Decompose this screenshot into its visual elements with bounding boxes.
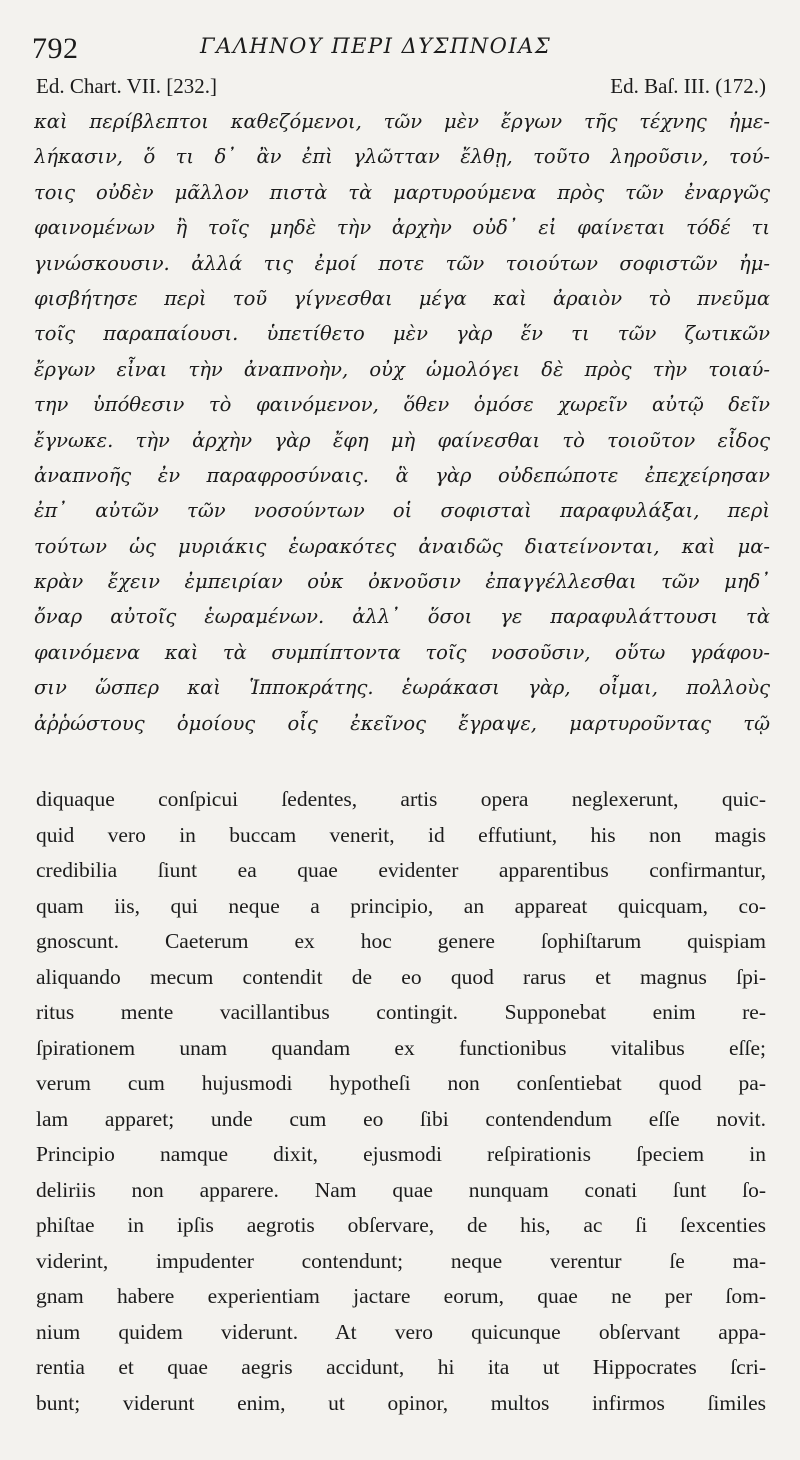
latin-text-line: deliriis non apparere. Nam quae nunquam conati ſunt ſo- — [36, 1177, 766, 1202]
latin-text-line: credibilia ſiunt ea quae evidenter apparentibus confirmantur, — [36, 858, 766, 882]
page-header — [30, 28, 770, 68]
latin-text-line: diquaque conſpicui ſedentes, artis opera neglexerunt, quic- — [36, 787, 766, 811]
latin-text-line: quid vero in buccam venerit, id effutiunt, his non magis — [36, 822, 766, 847]
latin-text-line: nium quidem viderunt. At vero quicunque obſervant appa- — [36, 1319, 766, 1344]
latin-text-line: rentia et quae aegris accidunt, hi ita ut Hippocrates ſcri- — [36, 1355, 766, 1379]
latin-text-line: Principio namque dixit, ejusmodi reſpirationis ſpeciem in — [36, 1142, 766, 1166]
greek-text-line: φισβήτησε περὶ τοῦ γίγνεσθαι μέγα καὶ ἀραιὸν τὸ πνεῦμα — [34, 286, 770, 310]
greek-text-line: ἐπ᾽ αὐτῶν τῶν νοσούντων οἱ σοφισταὶ παραφυλάξαι, περὶ — [34, 499, 770, 523]
greek-text-line: φαινομένων ἢ τοῖς μηδὲ τὴν ἀρχὴν οὐδ᾽ εἰ φαίνεται τόδέ τι — [34, 216, 770, 240]
page-number: 792 — [32, 32, 79, 65]
latin-text-line: phiſtae in ipſis aegrotis obſervare, de his, ac ſi ſexcenties — [36, 1213, 766, 1237]
greek-text-line: ὄναρ αὐτοῖς ἑωραμένων. ἀλλ᾽ ὅσοι γε παραφυλάττουσι τὰ — [34, 605, 770, 629]
edition-references — [36, 74, 766, 106]
greek-text-line: την ὑπόθεσιν τὸ φαινόμενον, ὅθεν ὁμόσε χωρεῖν αὐτῷ δεῖν — [34, 393, 770, 417]
greek-text-block — [34, 104, 770, 741]
greek-text-line: φαινόμενα καὶ τὰ συμπίπτοντα τοῖς νοσοῦσιν, οὕτω γράφου- — [34, 640, 770, 664]
latin-text-line: ſpirationem unam quandam ex functionibus vitalibus eſſe; — [36, 1035, 766, 1060]
greek-text-line: γινώσκουσιν. ἀλλά τις ἐμοί ποτε τῶν τοιούτων σοφιστῶν ἠμ- — [34, 251, 770, 275]
latin-text-line: viderint, impudenter contendunt; neque verentur ſe ma- — [36, 1248, 766, 1273]
running-title: ΓΑΛΗΝΟΥ ΠΕΡΙ ΔΥΣΠΝΟΙΑΣ — [200, 34, 552, 58]
latin-text-line: bunt; viderunt enim, ut opinor, multos infirmos ſimiles — [36, 1390, 766, 1415]
edition-chart-reference: Ed. Chart. VII. [232.] — [36, 74, 217, 98]
greek-text-line: κρὰν ἔχειν ἐμπειρίαν οὐκ ὀκνοῦσιν ἐπαγγέλλεσθαι τῶν μηδ᾽ — [34, 570, 770, 594]
greek-text-line: ἔγνωκε. τὴν ἀρχὴν γὰρ ἔφη μὴ φαίνεσθαι τὸ τοιοῦτον εἶδος — [34, 428, 770, 452]
greek-text-line: λήκασιν, ὅ τι δ᾽ ἂν ἐπὶ γλῶτταν ἔλθῃ, τοῦτο ληροῦσιν, τού- — [34, 145, 770, 169]
latin-text-line: ritus mente vacillantibus contingit. Supponebat enim re- — [36, 1000, 766, 1024]
greek-text-line: σιν ὥσπερ καὶ Ἱπποκράτης. ἑωράκασι γὰρ, οἶμαι, πολλοὺς — [34, 676, 770, 700]
latin-text-line: aliquando mecum contendit de eo quod rarus et magnus ſpi- — [36, 964, 766, 989]
greek-text-line: καὶ περίβλεπτοι καθεζόμενοι, τῶν μὲν ἔργων τῆς τέχνης ἠμε- — [34, 110, 770, 133]
latin-text-block — [36, 782, 766, 1421]
greek-text-line: τούτων ὡς μυριάκις ἑωρακότες ἀναιδῶς διατείνονται, καὶ μα- — [34, 534, 770, 558]
latin-text-line: verum cum hujusmodi hypotheſi non conſentiebat quod pa- — [36, 1071, 766, 1095]
edition-basel-reference: Ed. Baſ. III. (172.) — [610, 74, 766, 98]
greek-text-line: ἔργων εἶναι τὴν ἀναπνοὴν, οὐχ ὡμολόγει δὲ πρὸς τὴν τοιαύ- — [34, 357, 770, 381]
greek-text-line: τοις οὐδὲν μᾶλλον πιστὰ τὰ μαρτυρούμενα πρὸς τῶν ἐναργῶς — [34, 180, 770, 204]
latin-text-line: quam iis, qui neque a principio, an appareat quicquam, co- — [36, 893, 766, 918]
greek-text-line: τοῖς παραπαίουσι. ὑπετίθετο μὲν γὰρ ἕν τι τῶν ζωτικῶν — [34, 322, 770, 346]
latin-text-line: gnam habere experientiam jactare eorum, quae ne per ſom- — [36, 1284, 766, 1308]
greek-text-line: ἀναπνοῆς ἐν παραφροσύναις. ἃ γὰρ οὐδεπώποτε ἐπεχείρησαν — [34, 463, 770, 487]
latin-text-line: lam apparet; unde cum eo ſibi contendendum eſſe novit. — [36, 1106, 766, 1131]
greek-text-line: ἀῤῥώστους ὁμοίους οἷς ἐκεῖνος ἔγραψε, μαρτυροῦντας τῷ — [34, 711, 770, 735]
latin-text-line: gnoscunt. Caeterum ex hoc genere ſophiſtarum quispiam — [36, 929, 766, 953]
